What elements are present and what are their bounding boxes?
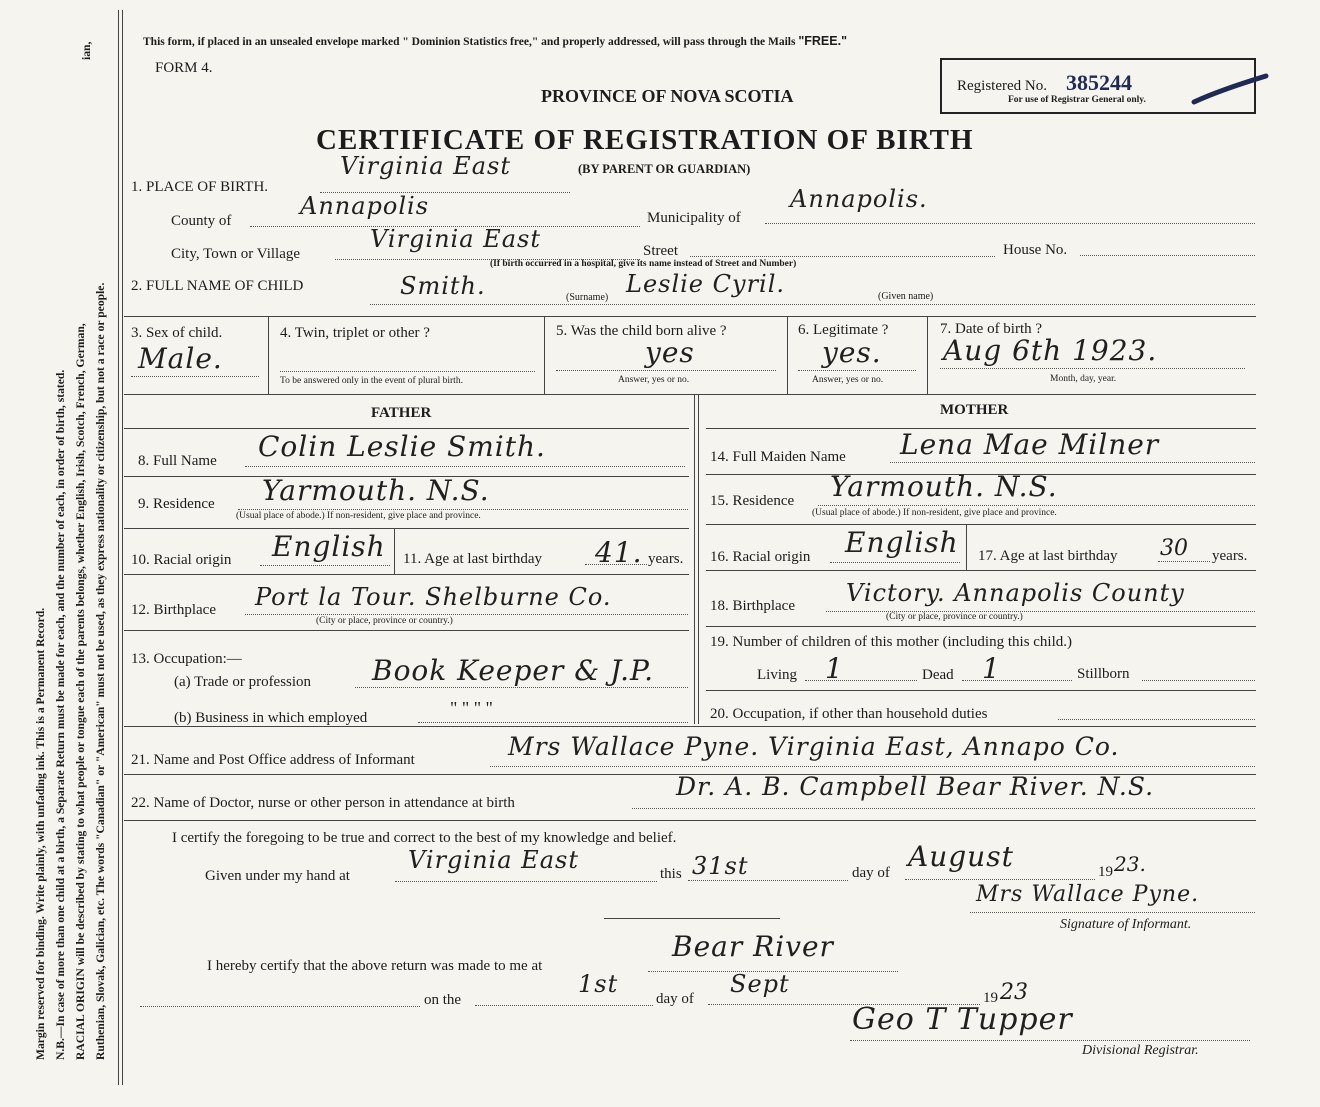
father-race-label: 10. Racial origin: [131, 552, 232, 568]
father-residence-label: 9. Residence: [138, 496, 215, 512]
city-value: Virginia East: [370, 225, 541, 253]
province-heading: PROVINCE OF NOVA SCOTIA: [541, 86, 794, 106]
margin-note-binding: Margin reserved for binding. Write plainly, with unfading ink. This is a Permanent Record.: [34, 607, 47, 1060]
mother-birthplace-value: Victory. Annapolis County: [846, 579, 1185, 607]
father-birthplace-value: Port la Tour. Shelburne Co.: [255, 583, 612, 611]
surname-caption: (Surname): [566, 292, 609, 303]
registrar-year: 23: [1000, 980, 1028, 1005]
doctor-value: Dr. A. B. Campbell Bear River. N.S.: [676, 772, 1155, 801]
legitimate-value: yes.: [822, 336, 882, 369]
mother-race-label: 16. Racial origin: [710, 549, 811, 565]
father-trade-value: Book Keeper & J.P.: [372, 654, 655, 687]
informant-signature: Mrs Wallace Pyne.: [976, 882, 1200, 907]
mother-heading: MOTHER: [940, 402, 1009, 418]
father-occupation-label: 13. Occupation:—: [131, 651, 242, 667]
place-of-birth-value: Virginia East: [340, 152, 511, 180]
house-no-label: House No.: [1003, 242, 1068, 258]
born-alive-value: yes: [645, 336, 695, 369]
mother-residence-note: (Usual place of abode.) If non-resident, give place and province.: [812, 508, 1057, 518]
father-residence-value: Yarmouth. N.S.: [262, 474, 490, 507]
municipality-label: Municipality of: [647, 210, 741, 226]
father-residence-note: (Usual place of abode.) If non-resident, give place and province.: [236, 511, 481, 521]
born-alive-label: 5. Was the child born alive ?: [556, 323, 727, 339]
registrar-month: Sept: [730, 970, 790, 998]
given-at-value: Virginia East: [408, 846, 579, 874]
dead-value: 1: [982, 652, 1001, 685]
mother-age-years: years.: [1212, 548, 1248, 564]
county-label: County of: [171, 213, 232, 229]
mail-note: This form, if placed in an unsealed envelope marked " Dominion Statistics free," and properly addressed, will pass through the Mails "FREE.": [143, 34, 847, 48]
hospital-note: (If birth occurred in a hospital, give its name instead of Street and Number): [490, 259, 797, 269]
place-of-birth-label: 1. PLACE OF BIRTH.: [131, 179, 269, 195]
given-year-prefix: 19: [1098, 864, 1113, 880]
certificate-title: CERTIFICATE OF REGISTRATION OF BIRTH: [316, 124, 974, 156]
mother-name-value: Lena Mae Milner: [900, 428, 1160, 461]
legitimate-note: Answer, yes or no.: [812, 375, 884, 385]
stillborn-label: Stillborn: [1077, 666, 1130, 682]
dob-note: Month, day, year.: [1050, 374, 1117, 384]
registrar-place: Bear River: [672, 930, 834, 963]
sex-value: Male.: [138, 342, 223, 375]
legitimate-label: 6. Legitimate ?: [798, 322, 889, 338]
children-count-label: 19. Number of children of this mother (including this child.): [710, 634, 1073, 650]
form-number: FORM 4.: [155, 60, 213, 76]
dead-label: Dead: [922, 667, 954, 683]
informant-signature-label: Signature of Informant.: [1060, 917, 1192, 932]
living-value: 1: [825, 652, 844, 685]
father-age-value: 41.: [595, 536, 643, 569]
twin-note: To be answered only in the event of plural birth.: [280, 376, 463, 386]
given-year: 23.: [1114, 852, 1146, 876]
certify-statement: I certify the foregoing to be true and correct to the best of my knowledge and belief.: [172, 830, 677, 846]
father-name-value: Colin Leslie Smith.: [258, 430, 546, 463]
mother-occupation-label: 20. Occupation, if other than household duties: [710, 706, 988, 722]
twin-label: 4. Twin, triplet or other ?: [280, 325, 430, 341]
city-label: City, Town or Village: [171, 246, 301, 262]
mother-birthplace-note: (City or place, province or country.): [886, 612, 1023, 622]
mother-birthplace-label: 18. Birthplace: [710, 598, 795, 614]
born-alive-note: Answer, yes or no.: [618, 375, 690, 385]
binding-margin: [0, 0, 118, 1107]
mother-race-value: English: [845, 526, 959, 559]
this-label: this: [660, 866, 682, 882]
informant-label: 21. Name and Post Office address of Informant: [131, 752, 415, 768]
county-value: Annapolis: [300, 192, 430, 220]
margin-rule-inner: [122, 10, 123, 1085]
informant-value: Mrs Wallace Pyne. Virginia East, Annapo Co.: [508, 732, 1120, 761]
mother-residence-value: Yarmouth. N.S.: [830, 470, 1058, 503]
father-birthplace-label: 12. Birthplace: [131, 602, 216, 618]
margin-note-racial-origin: RACIAL ORIGIN will be described by stating to what people or tongue each of the parents belongs, whether English, Irish, Scotch, French, German,: [74, 323, 87, 1060]
registered-no-value: 385244: [1066, 70, 1132, 95]
child-name-label: 2. FULL NAME OF CHILD: [131, 278, 304, 294]
given-month: August: [908, 840, 1014, 873]
registered-no-label: Registered No.: [957, 78, 1047, 94]
father-trade-label: (a) Trade or profession: [174, 674, 312, 690]
given-day: 31st: [692, 852, 749, 880]
registrar-statement: I hereby certify that the above return was made to me at: [207, 958, 543, 974]
father-name-label: 8. Full Name: [138, 453, 217, 469]
on-the-label: on the: [424, 992, 462, 1008]
father-heading: FATHER: [371, 405, 432, 421]
sex-label: 3. Sex of child.: [131, 325, 223, 341]
father-birthplace-note: (City or place, province or country.): [316, 616, 453, 626]
municipality-value: Annapolis.: [790, 185, 928, 213]
registrar-day-of-label: day of: [656, 991, 694, 1007]
dob-label: 7. Date of birth ?: [940, 321, 1043, 337]
mother-age-label: 17. Age at last birthday: [978, 548, 1118, 564]
day-of-label: day of: [852, 865, 890, 881]
registrar-signature: Geo T Tupper: [852, 1002, 1073, 1037]
father-age-years: years.: [648, 551, 684, 567]
given-name-caption: (Given name): [878, 291, 934, 302]
doctor-label: 22. Name of Doctor, nurse or other person in attendance at birth: [131, 795, 515, 811]
given-at-label: Given under my hand at: [205, 868, 350, 884]
street-label: Street: [643, 243, 678, 259]
father-race-value: English: [272, 530, 386, 563]
registrar-label: Divisional Registrar.: [1082, 1043, 1199, 1058]
father-business-label: (b) Business in which employed: [174, 710, 368, 726]
margin-note-nationality: Ruthenian, Slovak, Galician, etc. The words "Canadian" or "American" must not be used, as they express nationality or citizenship, but not a race or people.: [94, 282, 107, 1060]
registrar-year-prefix: 19: [983, 990, 998, 1006]
child-given-name: Leslie Cyril.: [626, 270, 786, 298]
registrar-general-note: For use of Registrar General only.: [1008, 95, 1146, 105]
living-label: Living: [757, 667, 797, 683]
child-surname: Smith.: [400, 272, 486, 300]
margin-note-tail: ian,: [80, 41, 93, 60]
father-age-label: 11. Age at last birthday: [403, 551, 542, 567]
margin-note-multiple-births: N.B.—In case of more than one child at a birth, a Separate Return must be made for each, and the number of each, in order of birth, stated.: [54, 369, 67, 1060]
mother-name-label: 14. Full Maiden Name: [710, 449, 846, 465]
margin-rule: [118, 10, 119, 1085]
father-business-value: " " " ": [450, 698, 493, 718]
by-parent-note: (BY PARENT OR GUARDIAN): [578, 162, 751, 176]
registrar-day: 1st: [578, 970, 619, 998]
dob-value: Aug 6th 1923.: [943, 334, 1158, 367]
mother-residence-label: 15. Residence: [710, 493, 795, 509]
check-mark-icon: [1190, 72, 1270, 108]
mother-age-value: 30: [1160, 536, 1188, 561]
